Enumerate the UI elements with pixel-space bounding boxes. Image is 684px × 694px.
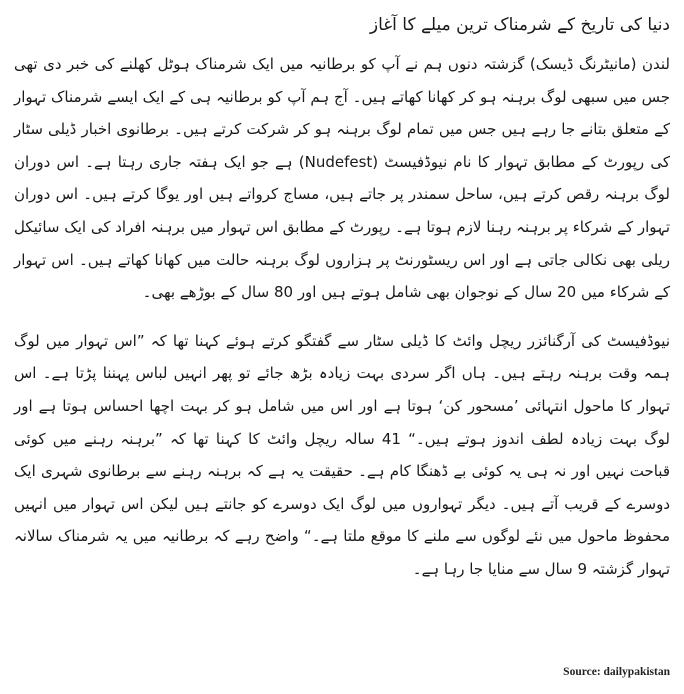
source-credit: Source: dailypakistan bbox=[563, 666, 670, 678]
article-paragraph-1: لندن (مانیٹرنگ ڈیسک) گزشتہ دنوں ہم نے آپ کو برطانیہ میں ایک شرمناک ہوٹل کھلنے کی خبر دی تھی جس میں سبھی لوگ برہنہ ہو کر کھانا کھاتے ہیں۔ آج ہم آپ کو برطانیہ ہی کے ایک ایسے شرمناک تہوار کے متعلق بتانے جا رہے ہیں جس میں تمام لوگ برہنہ ہو کر شرکت کرتے ہیں۔ برطانوی اخبار ڈیلی سٹار کی رپورٹ کے مطابق تہوار کا نام نیوڈفیسٹ (Nudefest) ہے جو ایک ہفتہ جاری رہتا ہے۔ اس دوران لوگ برہنہ رقص کرتے ہیں، ساحل سمندر پر جاتے ہیں، مساج کرواتے ہیں اور یوگا کرتے ہیں۔ اس دوران تہوار کے شرکاء پر برہنہ رہنا لازم ہوتا ہے۔ رپورٹ کے مطابق اس تہوار میں برہنہ افراد کی ایک سائیکل ریلی بھی نکالی جاتی ہے اور اس ریسٹورنٹ پر ہزاروں لوگ برہنہ حالت میں کھانا کھاتے ہیں۔ اس تہوار کے شرکاء میں 20 سال کے نوجوان بھی شامل ہوتے ہیں اور 80 سال کے بوڑھے بھی۔ bbox=[14, 55, 670, 302]
article-paragraph-2: نیوڈفیسٹ کی آرگنائزر ریچل وائٹ کا ڈیلی سٹار سے گفتگو کرتے ہوئے کہنا تھا کہ ”اس تہوار میں لوگ ہمہ وقت برہنہ رہتے ہیں۔ ہاں اگر سردی بہت زیادہ بڑھ جائے تو پھر انہیں لباس پہننا پڑتا ہے۔ اس تہوار کا ماحول انتہائی ’مسحور کن‘ ہوتا ہے اور اس میں شامل ہو کر بہت اچھا احساس ہوتا ہے اور لوگ بہت زیادہ لطف اندوز ہوتے ہیں۔“ 41 سالہ ریچل وائٹ کا کہنا تھا کہ ”برہنہ رہنے میں کوئی قباحت نہیں اور نہ ہی یہ کوئی بے ڈھنگا کام ہے۔ حقیقت یہ ہے کہ برہنہ رہنے سے برطانوی شہری ایک دوسرے کے قریب آتے ہیں۔ دیگر تہواروں میں لوگ ایک دوسرے کو جانتے ہیں لیکن اس تہوار میں انہیں محفوظ ماحول میں نئے لوگوں سے ملنے کا موقع ملتا ہے۔“ واضح رہے کہ برطانیہ میں یہ شرمناک سالانہ تہوار گزشتہ 9 سال سے منایا جا رہا ہے۔ bbox=[14, 331, 670, 578]
article-title: دنیا کی تاریخ کے شرمناک ترین میلے کا آغاز bbox=[369, 15, 670, 35]
